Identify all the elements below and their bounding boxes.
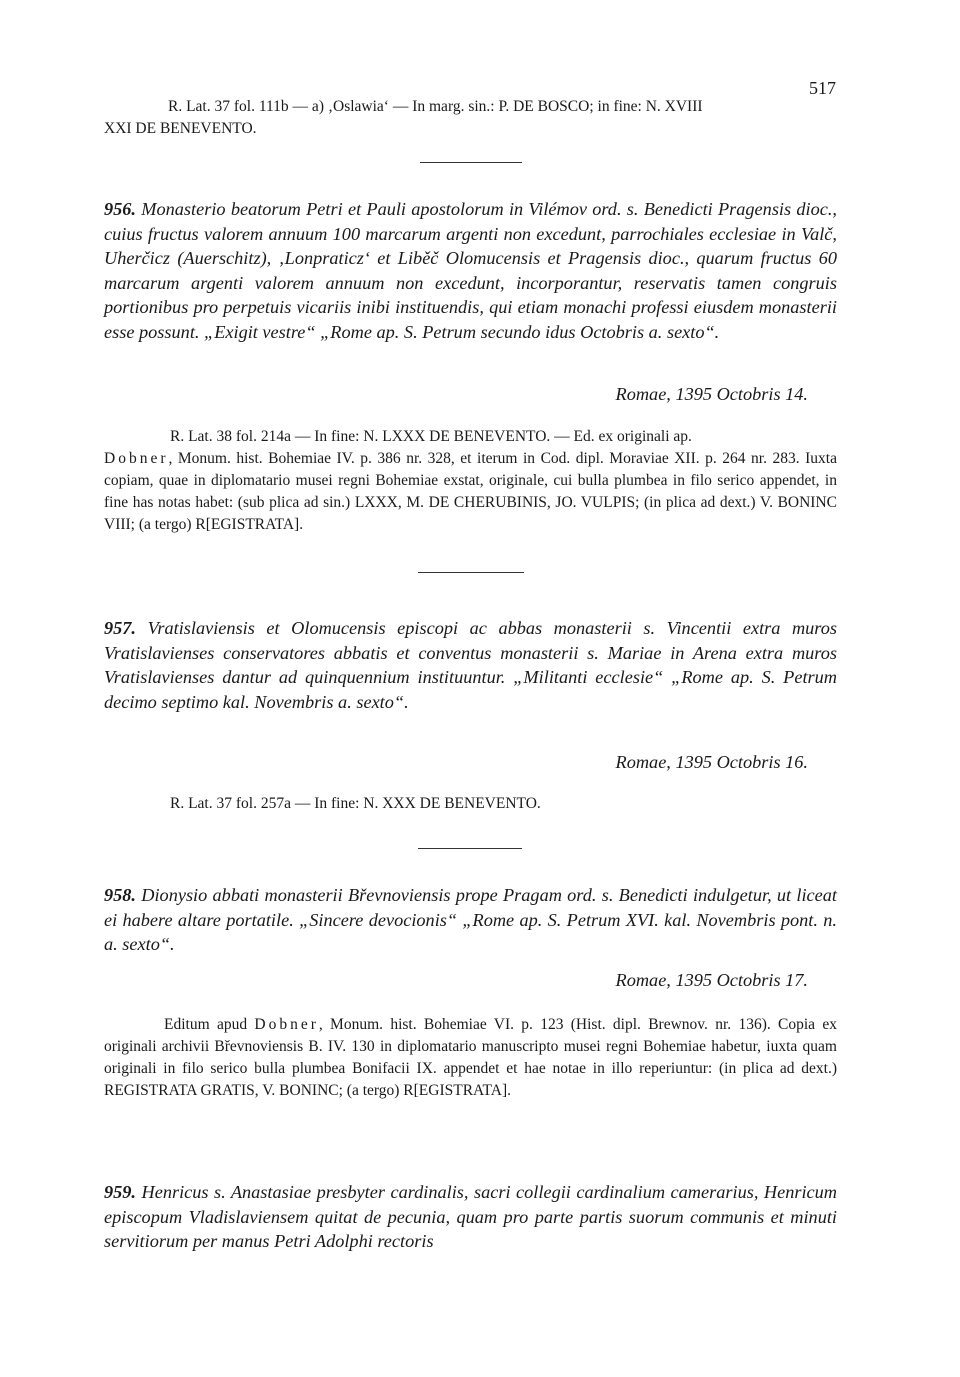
separator-rule (418, 848, 522, 849)
entry-number: 957. (104, 618, 136, 638)
page-number: 517 (809, 78, 836, 98)
entry-number: 959. (104, 1182, 136, 1202)
entry-note (104, 1014, 837, 1102)
entry-text: Monasterio beatorum Petri et Pauli apostolorum in Vilémov ord. s. Benedicti Pragensis dioc., cuius fructus valorem annuum 100 marcarum argenti non excedunt, parrochiales ecclesiae in Valč, Uherčicz (Auerschitz), ‚Lonpraticz‘ et Liběč Olomucensis et Pragensis dioc., quarum fructus 60 marcarum argenti valorem annuum non excedunt, incorporantur, reservatis tamen congruis portionibus pro perpetuis vicariis inibi instituendis, qui etiam monachi professi eiusdem monasterii esse possunt. „Exigit vestre“ „Rome ap. S. Petrum secundo idus Octobris a. sexto“. (104, 199, 837, 342)
entry-date: Romae, 1395 Octobris 14. (615, 384, 808, 404)
entry-number: 958. (104, 885, 136, 905)
note-text: , Monum. hist. Bohemiae VI. p. 123 (Hist. dipl. Brewnov. nr. 136). Copia ex originali archivii Břevnoviensis B. IV. 130 in diplomatario manuscripto musei regni Bohemiae habetur, iuxta quam originali in filo serico bulla plumbea Bonifacii IX. appendet et hae notae in illo reperiuntur: (in plica ad dext.) REGISTRATA GRATIS, V. BONINC; (a tergo) R[EGISTRATA]. (104, 1016, 837, 1099)
header-note-line1: R. Lat. 37 fol. 111b — a) ‚Oslawia‘ — In marg. sin.: P. DE BOSCO; in fine: N. XVIII (168, 98, 703, 115)
entry-text: Dionysio abbati monasterii Břevnoviensis prope Pragam ord. s. Benedicti indulgetur, ut liceat ei habere altare portatile. „Sincere devocionis“ „Rome ap. S. Petrum XVI. kal. Novembris pont. n. a. sexto“. (104, 885, 837, 955)
author-name: Dobner (254, 1016, 319, 1033)
entry-note (104, 793, 837, 815)
entry-date: Romae, 1395 Octobris 17. (615, 970, 808, 990)
note-text: Editum apud (164, 1016, 255, 1033)
entry-date: Romae, 1395 Octobris 16. (615, 752, 808, 772)
author-name: Dobner (104, 450, 169, 467)
entry-note (104, 426, 837, 536)
note-line: R. Lat. 37 fol. 257a — In fine: N. XXX DE BENEVENTO. (170, 795, 541, 812)
entry-956 (104, 197, 837, 345)
entry-text: Vratislaviensis et Olomucensis episcopi ac abbas monasterii s. Vincentii extra muros Vratislavienses conservatores abbatis et conventus monasterii s. Mariae in Arena extra muros Vratislavienses dantur ad quinquennium instituuntur. „Militanti ecclesie“ „Rome ap. S. Petrum decimo septimo kal. Novembris a. sexto“. (104, 618, 838, 712)
entry-957 (104, 616, 837, 714)
entry-958 (104, 883, 837, 957)
entry-959 (104, 1180, 837, 1254)
note-line: R. Lat. 38 fol. 214a — In fine: N. LXXX DE BENEVENTO. — Ed. ex originali ap. (170, 428, 692, 445)
header-note (104, 96, 837, 140)
separator-rule (420, 162, 522, 163)
separator-rule (418, 572, 524, 573)
entry-number: 956. (104, 199, 136, 219)
note-text: , Monum. hist. Bohemiae IV. p. 386 nr. 328, et iterum in Cod. dipl. Moraviae XII. p. 264 nr. 283. Iuxta copiam, quae in diplomatario musei regni Bohemiae exstat, originale, cui bulla plumbea in filo serico appendet, in fine has notas habet: (sub plica ad sin.) LXXX, M. DE CHERUBINIS, JO. VULPIS; (in plica ad dext.) V. BONINC VIII; (a tergo) R[EGISTRATA]. (104, 450, 837, 533)
header-note-line2: XXI DE BENEVENTO. (104, 120, 257, 137)
entry-text: Henricus s. Anastasiae presbyter cardinalis, sacri collegii cardinalium camerarius, Henricum episcopum Vladislaviensem quitat de pecunia, quam pro parte partis suorum communis et minuti servitiorum per manus Petri Adolphi rectoris (104, 1182, 837, 1252)
